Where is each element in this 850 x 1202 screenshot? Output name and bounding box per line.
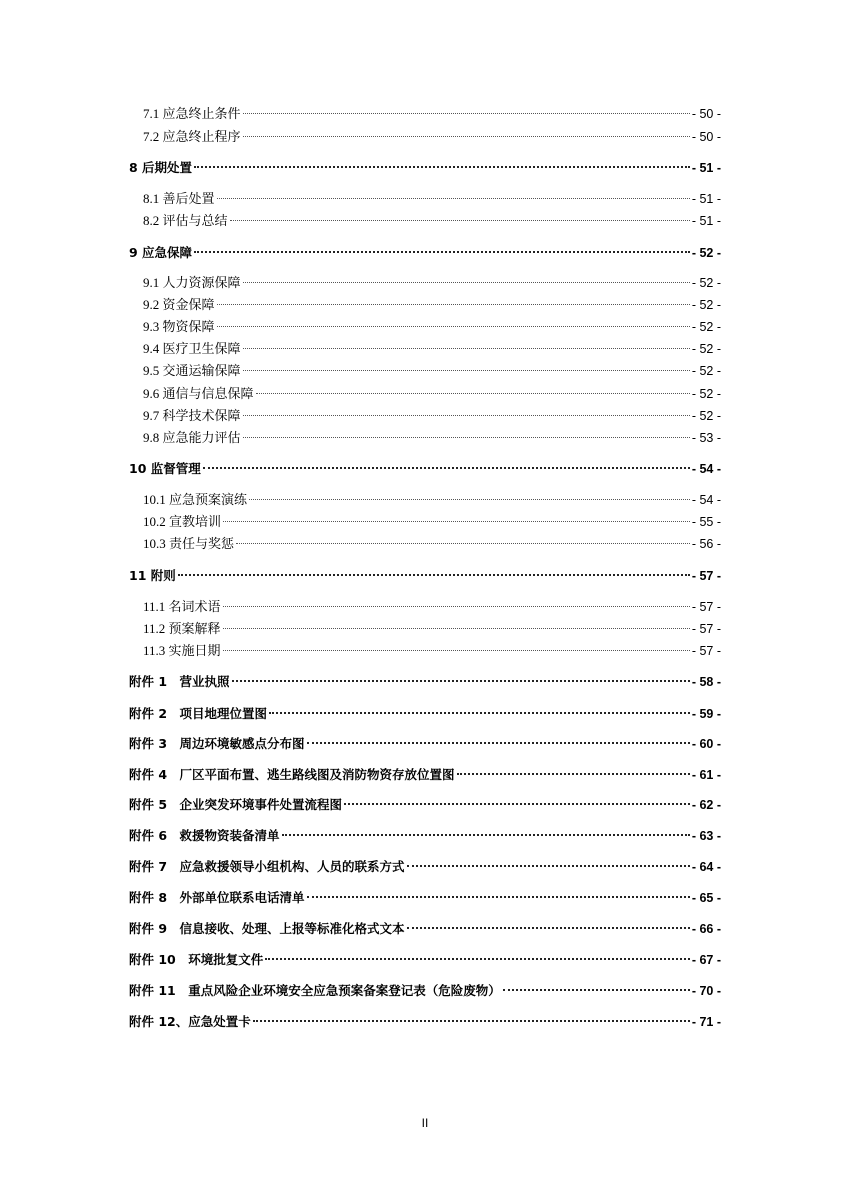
toc-leader-dots [230, 219, 690, 221]
toc-entry-label: 9.8 应急能力评估 [143, 430, 241, 445]
toc-leader-dots [243, 436, 690, 438]
toc-entry-label: 8.1 善后处置 [143, 191, 215, 206]
toc-entry-page: - 63 - [691, 829, 721, 843]
toc-entry-page: - 51 - [691, 192, 721, 206]
toc-entry-label: 9.3 物资保障 [143, 319, 215, 334]
toc-entry-label: 8 后期处置 [129, 160, 193, 175]
toc-entry-page: - 56 - [691, 537, 721, 551]
toc-entry-page: - 64 - [691, 860, 721, 874]
toc-entry-label: 9.7 科学技术保障 [143, 408, 241, 423]
toc-entry-page: - 71 - [691, 1015, 721, 1029]
toc-entry[interactable] [143, 596, 721, 618]
toc-leader-dots [243, 414, 690, 416]
toc-entry-label: 7.1 应急终止条件 [143, 106, 241, 121]
toc-entry-page: - 50 - [691, 107, 721, 121]
toc-entry-page: - 52 - [691, 364, 721, 378]
toc-entry-label: 8.2 评估与总结 [143, 213, 228, 228]
toc-entry[interactable] [143, 294, 721, 316]
toc-entry[interactable] [143, 383, 721, 405]
toc-entry[interactable] [129, 825, 721, 847]
toc-entry-label: 9.2 资金保障 [143, 297, 215, 312]
toc-entry-page: - 60 - [691, 737, 721, 751]
toc-entry-page: - 57 - [691, 569, 721, 583]
toc-leader-dots [256, 392, 690, 394]
toc-entry-label: 附件 12、应急处置卡 [129, 1014, 251, 1029]
toc-entry-page: - 55 - [691, 515, 721, 529]
toc-entry-label: 9 应急保障 [129, 245, 193, 260]
toc-entry-label: 9.1 人力资源保障 [143, 275, 241, 290]
toc-entry[interactable] [129, 565, 721, 587]
toc-entry-label: 9.6 通信与信息保障 [143, 386, 254, 401]
toc-entry[interactable] [143, 533, 721, 555]
toc-leader-dots [344, 802, 690, 805]
toc-leader-dots [307, 895, 690, 898]
toc-entry[interactable] [143, 338, 721, 360]
toc-entry-label: 附件 2 项目地理位置图 [129, 706, 268, 721]
toc-entry-label: 附件 5 企业突发环境事件处置流程图 [129, 797, 343, 812]
toc-entry-label: 附件 11 重点风险企业环境安全应急预案备案登记表（危险废物） [129, 983, 501, 998]
toc-entry-page: - 52 - [691, 320, 721, 334]
toc-entry-label: 附件 10 环境批复文件 [129, 952, 264, 967]
toc-entry[interactable] [129, 671, 721, 693]
toc-leader-dots [194, 165, 690, 168]
toc-leader-dots [223, 520, 690, 522]
toc-leader-dots [407, 864, 690, 867]
toc-entry[interactable] [143, 489, 721, 511]
toc-leader-dots [307, 741, 690, 744]
toc-entry[interactable] [129, 703, 721, 725]
toc-entry-page: - 57 - [691, 600, 721, 614]
toc-entry-label: 11 附则 [129, 568, 176, 583]
toc-entry-label: 附件 6 救援物资装备清单 [129, 828, 280, 843]
toc-entry-page: - 52 - [691, 387, 721, 401]
toc-entry-page: - 57 - [691, 644, 721, 658]
toc-leader-dots [178, 573, 690, 576]
toc-entry-page: - 54 - [691, 462, 721, 476]
toc-entry[interactable] [129, 949, 721, 971]
toc-entry-label: 7.2 应急终止程序 [143, 129, 241, 144]
toc-entry[interactable] [129, 733, 721, 755]
toc-leader-dots [236, 542, 690, 544]
toc-leader-dots [223, 649, 690, 651]
toc-entry[interactable] [129, 764, 721, 786]
toc-leader-dots [217, 197, 690, 199]
toc-entry-page: - 66 - [691, 922, 721, 936]
toc-leader-dots [243, 347, 690, 349]
toc-entry-label: 10.3 责任与奖惩 [143, 536, 235, 551]
toc-entry-label: 附件 8 外部单位联系电话清单 [129, 890, 305, 905]
toc-entry[interactable] [143, 272, 721, 294]
toc-entry-label: 附件 7 应急救援领导小组机构、人员的联系方式 [129, 859, 405, 874]
toc-leader-dots [269, 711, 690, 714]
toc-entry-page: - 65 - [691, 891, 721, 905]
toc-entry-label: 11.2 预案解释 [143, 621, 221, 636]
toc-entry-label: 附件 9 信息接收、处理、上报等标准化格式文本 [129, 921, 405, 936]
toc-entry-page: - 57 - [691, 622, 721, 636]
toc-entry-page: - 61 - [691, 768, 721, 782]
toc-leader-dots [232, 679, 690, 682]
toc-entry-page: - 50 - [691, 130, 721, 144]
toc-entry[interactable] [143, 316, 721, 338]
toc-entry-page: - 52 - [691, 342, 721, 356]
toc-entry[interactable] [129, 794, 721, 816]
toc-leader-dots [217, 325, 690, 327]
toc-entry[interactable] [143, 427, 721, 449]
toc-leader-dots [194, 250, 690, 253]
toc-leader-dots [243, 281, 690, 283]
toc-entry-page: - 58 - [691, 675, 721, 689]
toc-entry-page: - 51 - [691, 161, 721, 175]
page-number: II [421, 1116, 429, 1130]
toc-entry-label: 9.4 医疗卫生保障 [143, 341, 241, 356]
toc-entry-label: 11.3 实施日期 [143, 643, 221, 658]
toc-leader-dots [265, 957, 690, 960]
toc-entry-page: - 67 - [691, 953, 721, 967]
toc-leader-dots [203, 466, 690, 469]
toc-entry[interactable] [129, 1011, 721, 1033]
toc-entry[interactable] [143, 640, 721, 662]
toc-entry[interactable] [143, 103, 721, 125]
toc-entry-label: 10.2 宣教培训 [143, 514, 222, 529]
toc-entry-label: 10 监督管理 [129, 461, 201, 476]
toc-entry-label: 附件 3 周边环境敏感点分布图 [129, 736, 305, 751]
toc-entry-page: - 51 - [691, 214, 721, 228]
toc-entry-label: 附件 4 厂区平面布置、逃生路线图及消防物资存放位置图 [129, 767, 455, 782]
toc-entry-page: - 52 - [691, 276, 721, 290]
toc-entry[interactable] [129, 918, 721, 940]
toc-leader-dots [503, 988, 690, 991]
toc-leader-dots [223, 605, 690, 607]
toc-entry-page: - 62 - [691, 798, 721, 812]
toc-leader-dots [223, 627, 690, 629]
toc-entry-page: - 52 - [691, 246, 721, 260]
toc-entry-label: 附件 1 营业执照 [129, 674, 230, 689]
toc-entry-page: - 54 - [691, 493, 721, 507]
toc-entry[interactable] [143, 405, 721, 427]
toc-leader-dots [457, 772, 690, 775]
toc-entry[interactable] [143, 511, 721, 533]
toc-leader-dots [217, 303, 690, 305]
toc-entry[interactable] [129, 887, 721, 909]
toc-entry[interactable] [143, 360, 721, 382]
toc-entry[interactable] [143, 188, 721, 210]
toc-leader-dots [407, 926, 690, 929]
toc-entry-page: - 53 - [691, 431, 721, 445]
toc-entry[interactable] [143, 126, 721, 148]
toc-entry[interactable] [129, 980, 721, 1002]
toc-leader-dots [253, 1019, 690, 1022]
toc-entry[interactable] [129, 157, 721, 179]
toc-entry-label: 11.1 名词术语 [143, 599, 221, 614]
toc-entry[interactable] [129, 242, 721, 264]
toc-entry-page: - 70 - [691, 984, 721, 998]
toc-leader-dots [282, 833, 690, 836]
toc-entry-page: - 59 - [691, 707, 721, 721]
toc-leader-dots [249, 498, 690, 500]
toc-entry-label: 9.5 交通运输保障 [143, 363, 241, 378]
toc-entry[interactable] [129, 856, 721, 878]
toc-entry[interactable] [143, 618, 721, 640]
toc-leader-dots [243, 135, 690, 137]
toc-entry-page: - 52 - [691, 298, 721, 312]
toc-entry[interactable] [143, 210, 721, 232]
toc-entry-page: - 52 - [691, 409, 721, 423]
toc-entry-label: 10.1 应急预案演练 [143, 492, 248, 507]
toc-entry[interactable] [129, 458, 721, 480]
toc-leader-dots [243, 112, 690, 114]
toc-leader-dots [243, 369, 690, 371]
